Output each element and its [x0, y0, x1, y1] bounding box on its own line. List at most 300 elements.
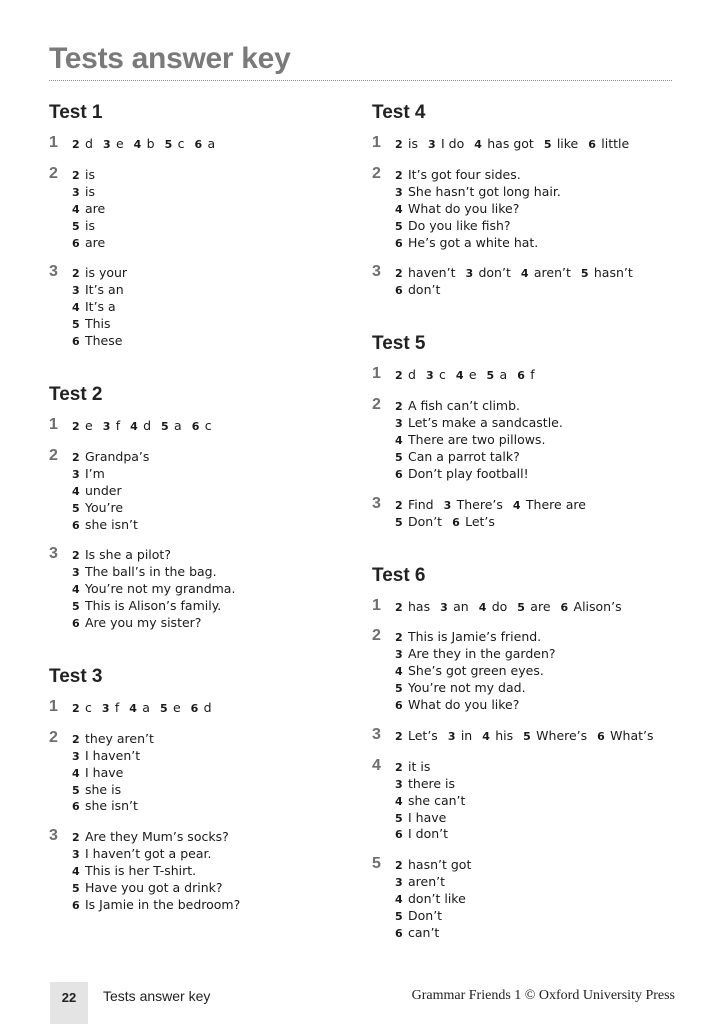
item-number: 5 [159, 701, 168, 715]
test-title: Test 2 [49, 383, 103, 405]
item-number: 3 [395, 876, 403, 890]
answer-item [395, 367, 416, 382]
answer-line [395, 810, 672, 827]
item-answer: can’t [408, 925, 440, 940]
item-answer: are [530, 598, 551, 614]
exercise [49, 728, 349, 816]
item-number: 2 [395, 168, 403, 182]
answer-line [395, 398, 672, 415]
item-number: 4 [395, 665, 403, 679]
answer-item [561, 599, 622, 614]
answer-item [395, 776, 455, 791]
item-number: 4 [133, 138, 142, 151]
exercise [372, 398, 672, 483]
answer-lines [72, 167, 349, 252]
item-answer: It’s a [85, 299, 116, 315]
answer-line [72, 547, 349, 564]
answer-item [395, 646, 556, 661]
answer-line [395, 663, 672, 680]
answer-item [395, 415, 563, 430]
item-number: 6 [588, 138, 596, 151]
item-answer: his [495, 727, 514, 743]
exercise-number: 5 [372, 855, 381, 873]
exercise [372, 265, 672, 299]
item-number: 2 [72, 267, 80, 281]
answer-line [72, 846, 349, 863]
test-title: Test 1 [49, 102, 103, 123]
item-answer: The ball’s in the bag. [85, 564, 217, 580]
item-answer: This is Alison’s family. [85, 598, 222, 614]
answer-item [395, 925, 439, 940]
left-column [49, 101, 349, 914]
item-answer: Alison’s [573, 598, 622, 614]
answer-item [129, 700, 150, 715]
item-number: 2 [72, 138, 80, 151]
answer-line [395, 415, 672, 432]
test-title: Test 6 [372, 564, 426, 586]
item-answer: is your [85, 265, 128, 281]
answer-item [72, 218, 95, 233]
item-answer: I do [441, 136, 465, 151]
answer-lines [395, 265, 672, 299]
item-number: 2 [395, 369, 403, 383]
answer-item [103, 418, 120, 433]
item-answer: c [85, 699, 92, 715]
item-number: 4 [395, 433, 403, 447]
item-answer: she isn’t [85, 516, 138, 532]
answer-item [72, 782, 121, 797]
answer-line [395, 282, 672, 299]
answer-item [395, 697, 519, 712]
answer-line [72, 418, 349, 435]
exercise-number: 1 [372, 365, 381, 383]
item-number: 6 [190, 701, 199, 715]
answer-item [72, 333, 122, 348]
test-title: Test 3 [49, 665, 103, 687]
item-number: 5 [72, 501, 80, 515]
exercise [372, 367, 672, 384]
item-number: 5 [543, 138, 552, 151]
item-number: 4 [395, 202, 403, 216]
item-answer: they aren’t [85, 730, 154, 746]
exercise [49, 547, 349, 632]
answer-item [72, 167, 95, 182]
item-answer: are [85, 200, 106, 216]
answer-line [395, 265, 672, 282]
item-answer: Don’t [408, 908, 443, 924]
item-answer: This is Jamie’s friend. [408, 629, 542, 645]
item-number: 2 [395, 400, 403, 414]
item-number: 6 [597, 729, 605, 743]
item-answer: You’re [85, 499, 124, 515]
item-answer: f [115, 417, 121, 433]
item-number: 5 [164, 138, 173, 151]
answer-item [72, 316, 111, 331]
item-number: 6 [452, 515, 460, 529]
item-number: 6 [395, 828, 403, 842]
answer-item [474, 136, 534, 151]
item-answer: She’s got green eyes. [408, 663, 544, 679]
item-number: 3 [447, 729, 456, 743]
exercise [49, 136, 349, 153]
answer-item [72, 581, 235, 596]
item-number: 5 [486, 369, 495, 383]
item-answer: I’m [85, 465, 105, 481]
item-answer: Find [408, 496, 434, 512]
item-answer: What do you like? [408, 200, 520, 216]
answer-item [521, 265, 571, 280]
item-number: 4 [72, 202, 80, 216]
answer-line [395, 874, 672, 891]
footer-credit: Grammar Friends 1 © Oxford University Press [411, 988, 675, 1003]
item-answer: Where’s [536, 727, 588, 743]
answer-item [395, 857, 471, 872]
answer-line [395, 857, 672, 874]
answer-line [395, 235, 672, 252]
item-answer: A fish can’t climb. [408, 398, 521, 414]
answer-lines [395, 398, 672, 483]
item-number: 4 [130, 419, 138, 433]
answer-line [395, 908, 672, 925]
answer-line [395, 891, 672, 908]
item-number: 4 [72, 865, 80, 879]
answer-line [395, 776, 672, 793]
answer-lines [72, 731, 349, 816]
item-number: 3 [101, 701, 110, 715]
item-answer: is [408, 136, 418, 151]
item-answer: There are [525, 496, 586, 512]
item-answer: He’s got a white hat. [408, 234, 539, 250]
answer-item [395, 282, 440, 297]
answer-line [72, 167, 349, 184]
answer-item [72, 547, 171, 562]
answer-line [72, 299, 349, 316]
item-answer: She hasn’t got long hair. [408, 183, 561, 199]
answer-item [72, 500, 123, 515]
item-number: 6 [395, 467, 403, 481]
item-answer: hasn’t [593, 265, 633, 281]
answer-item [395, 680, 526, 695]
answer-item [103, 136, 124, 151]
exercise [372, 596, 672, 616]
answer-item [165, 136, 185, 151]
item-number: 2 [395, 600, 403, 614]
answer-line [72, 184, 349, 201]
item-answer: Is Jamie in the bedroom? [85, 897, 241, 912]
exercise-number: 3 [49, 545, 58, 563]
answer-item [194, 136, 215, 151]
item-number: 4 [72, 301, 80, 315]
item-number: 3 [428, 138, 436, 151]
item-number: 5 [395, 682, 403, 696]
answer-item [72, 700, 92, 715]
item-number: 4 [395, 893, 403, 907]
test-title: Test 5 [372, 333, 426, 355]
item-answer: This is her T-shirt. [85, 863, 197, 879]
answer-item [72, 282, 124, 297]
answer-item [465, 265, 510, 280]
item-answer: are [85, 234, 106, 250]
answer-line [395, 514, 672, 531]
exercise-number: 1 [49, 415, 58, 433]
answer-item [395, 663, 544, 678]
answer-item [426, 367, 446, 382]
answer-line [72, 265, 349, 282]
answer-item [395, 136, 418, 151]
item-number: 3 [102, 419, 111, 433]
item-number: 6 [395, 236, 403, 250]
test-section [49, 383, 349, 632]
answer-line [72, 517, 349, 534]
item-answer: Are they Mum’s socks? [85, 829, 229, 845]
item-answer: b [146, 136, 155, 151]
answer-item [428, 136, 464, 151]
item-answer: in [460, 727, 473, 743]
answer-line [72, 316, 349, 333]
item-number: 5 [72, 318, 80, 332]
answer-item [395, 793, 465, 808]
answer-item [513, 497, 586, 512]
item-answer: there is [408, 775, 456, 791]
item-answer: Do you like fish? [408, 217, 511, 233]
answer-item [395, 398, 520, 413]
item-number: 2 [72, 732, 80, 746]
answer-item [72, 265, 127, 280]
item-number: 5 [395, 219, 403, 233]
item-number: 5 [395, 811, 403, 825]
item-answer: I have [408, 809, 447, 825]
answer-item [102, 700, 119, 715]
item-number: 6 [72, 518, 80, 532]
item-number: 5 [72, 219, 80, 233]
item-answer: a [142, 699, 150, 715]
item-answer: Are you my sister? [85, 615, 202, 631]
answer-item [395, 810, 446, 825]
answer-item [72, 615, 201, 630]
item-answer: I don’t [408, 826, 449, 842]
answer-item [72, 863, 196, 878]
answer-line [395, 201, 672, 218]
item-number: 2 [72, 549, 80, 563]
item-number: 4 [72, 766, 80, 780]
item-answer: little [601, 136, 630, 151]
answer-line [72, 798, 349, 815]
item-number: 2 [395, 859, 403, 873]
item-number: 6 [395, 699, 403, 713]
answer-item [588, 136, 629, 151]
answer-line [72, 235, 349, 252]
item-answer: a [174, 417, 182, 433]
exercise [49, 415, 349, 435]
test-section [372, 101, 672, 299]
item-answer: e [172, 699, 181, 715]
item-answer: e [85, 417, 93, 433]
answer-line [72, 765, 349, 782]
answer-item [395, 629, 541, 644]
item-answer: don’t like [408, 891, 466, 907]
exercise-number: 3 [372, 494, 381, 512]
answer-item [72, 598, 221, 613]
answer-item [581, 265, 633, 280]
item-answer: You’re not my dad. [408, 680, 526, 696]
answer-item [72, 897, 240, 912]
answer-line [395, 449, 672, 466]
item-answer: These [85, 333, 123, 349]
answer-lines [72, 265, 349, 350]
answer-item [72, 846, 211, 861]
exercise-number: 1 [372, 134, 381, 151]
item-answer: I haven’t [85, 747, 141, 763]
item-number: 4 [520, 267, 529, 281]
item-number: 5 [72, 600, 80, 614]
answer-line [72, 201, 349, 218]
item-answer: don’t [478, 265, 511, 281]
answer-line [72, 581, 349, 598]
answer-lines [72, 700, 349, 717]
item-number: 4 [395, 794, 403, 808]
answer-line [72, 449, 349, 466]
exercise-number: 2 [49, 446, 58, 464]
answer-line [72, 218, 349, 235]
answer-item [395, 449, 520, 464]
item-number: 5 [72, 783, 80, 797]
exercise-number: 1 [49, 697, 58, 715]
item-answer: has got [487, 136, 534, 151]
answer-line [72, 500, 349, 517]
item-number: 3 [440, 600, 448, 614]
answer-line [72, 863, 349, 880]
item-answer: Let’s [465, 513, 495, 529]
item-number: 6 [560, 600, 569, 614]
answer-item [72, 466, 105, 481]
answer-item [72, 880, 223, 895]
item-number: 3 [72, 566, 80, 580]
item-answer: This [85, 316, 111, 332]
item-number: 6 [72, 335, 80, 349]
item-answer: do [491, 598, 508, 614]
item-answer: c [177, 136, 185, 151]
answer-item [395, 184, 561, 199]
item-number: 5 [517, 600, 525, 614]
answer-item [395, 826, 448, 841]
item-answer: it is [408, 758, 431, 774]
item-answer: There’s [456, 496, 503, 512]
item-number: 5 [395, 450, 403, 464]
answer-item [395, 167, 521, 182]
test-section [49, 665, 349, 914]
answer-item [487, 367, 508, 382]
exercise-number: 1 [372, 596, 381, 614]
exercise-number: 4 [372, 756, 381, 774]
item-answer: There are two pillows. [408, 431, 546, 447]
item-answer: e [468, 367, 477, 383]
item-answer: f [114, 699, 120, 715]
item-number: 5 [72, 882, 80, 896]
answer-line [72, 748, 349, 765]
answer-lines [395, 759, 672, 844]
item-number: 4 [482, 729, 490, 743]
test-section [49, 101, 349, 350]
page-number: 22 [61, 990, 77, 1005]
item-number: 5 [523, 729, 531, 743]
item-number: 3 [395, 648, 403, 662]
answer-line [395, 136, 672, 153]
item-answer: has [408, 598, 431, 614]
item-number: 6 [395, 284, 403, 298]
answer-line [72, 829, 349, 846]
item-answer: Can a parrot talk? [408, 448, 520, 464]
answer-item [72, 765, 123, 780]
item-answer: she can’t [408, 792, 466, 808]
footer-label: Tests answer key [103, 988, 211, 1004]
item-number: 4 [72, 583, 80, 597]
item-number: 2 [72, 450, 80, 464]
answer-line [395, 925, 672, 942]
item-answer: Are they in the garden? [408, 646, 556, 662]
item-number: 3 [72, 185, 80, 199]
test-title: Test 4 [372, 102, 426, 123]
item-number: 3 [395, 417, 403, 431]
item-answer: she is [85, 781, 122, 797]
item-answer: she isn’t [85, 798, 138, 814]
exercise [49, 697, 349, 717]
answer-line [395, 629, 672, 646]
exercise [49, 164, 349, 252]
answer-item [544, 136, 578, 151]
item-number: 5 [161, 419, 169, 433]
answer-item [395, 908, 442, 923]
answer-item [160, 700, 181, 715]
answer-item [395, 497, 434, 512]
item-answer: aren’t [408, 874, 446, 890]
item-number: 3 [72, 467, 80, 481]
answer-item [192, 418, 212, 433]
page-number-box [50, 982, 88, 1024]
exercise-number: 3 [372, 263, 381, 281]
item-number: 3 [72, 848, 80, 862]
answer-line [72, 880, 349, 897]
exercise [49, 446, 349, 534]
exercise-number: 1 [49, 134, 58, 151]
item-answer: Don’t play football! [408, 465, 529, 481]
answer-item [72, 299, 116, 314]
item-number: 3 [443, 498, 452, 512]
item-answer: c [204, 417, 212, 433]
exercise-number: 2 [372, 396, 381, 414]
item-answer: under [85, 482, 122, 498]
item-number: 4 [478, 600, 487, 614]
answer-line [72, 782, 349, 799]
answer-lines [395, 367, 672, 384]
item-number: 6 [72, 899, 80, 912]
item-answer: d [85, 136, 93, 151]
exercise [372, 725, 672, 745]
answer-item [517, 367, 534, 382]
answer-lines [395, 728, 672, 745]
item-answer: Have you got a drink? [85, 880, 223, 896]
answer-line [395, 759, 672, 776]
answer-item [444, 497, 503, 512]
item-answer: haven’t [408, 265, 456, 281]
answer-item [72, 798, 138, 813]
item-answer: d [143, 417, 152, 433]
item-number: 6 [72, 800, 80, 814]
exercise [372, 494, 672, 531]
title-divider [49, 80, 672, 81]
answer-line [72, 483, 349, 500]
answer-item [72, 418, 93, 433]
item-answer: d [408, 367, 416, 383]
